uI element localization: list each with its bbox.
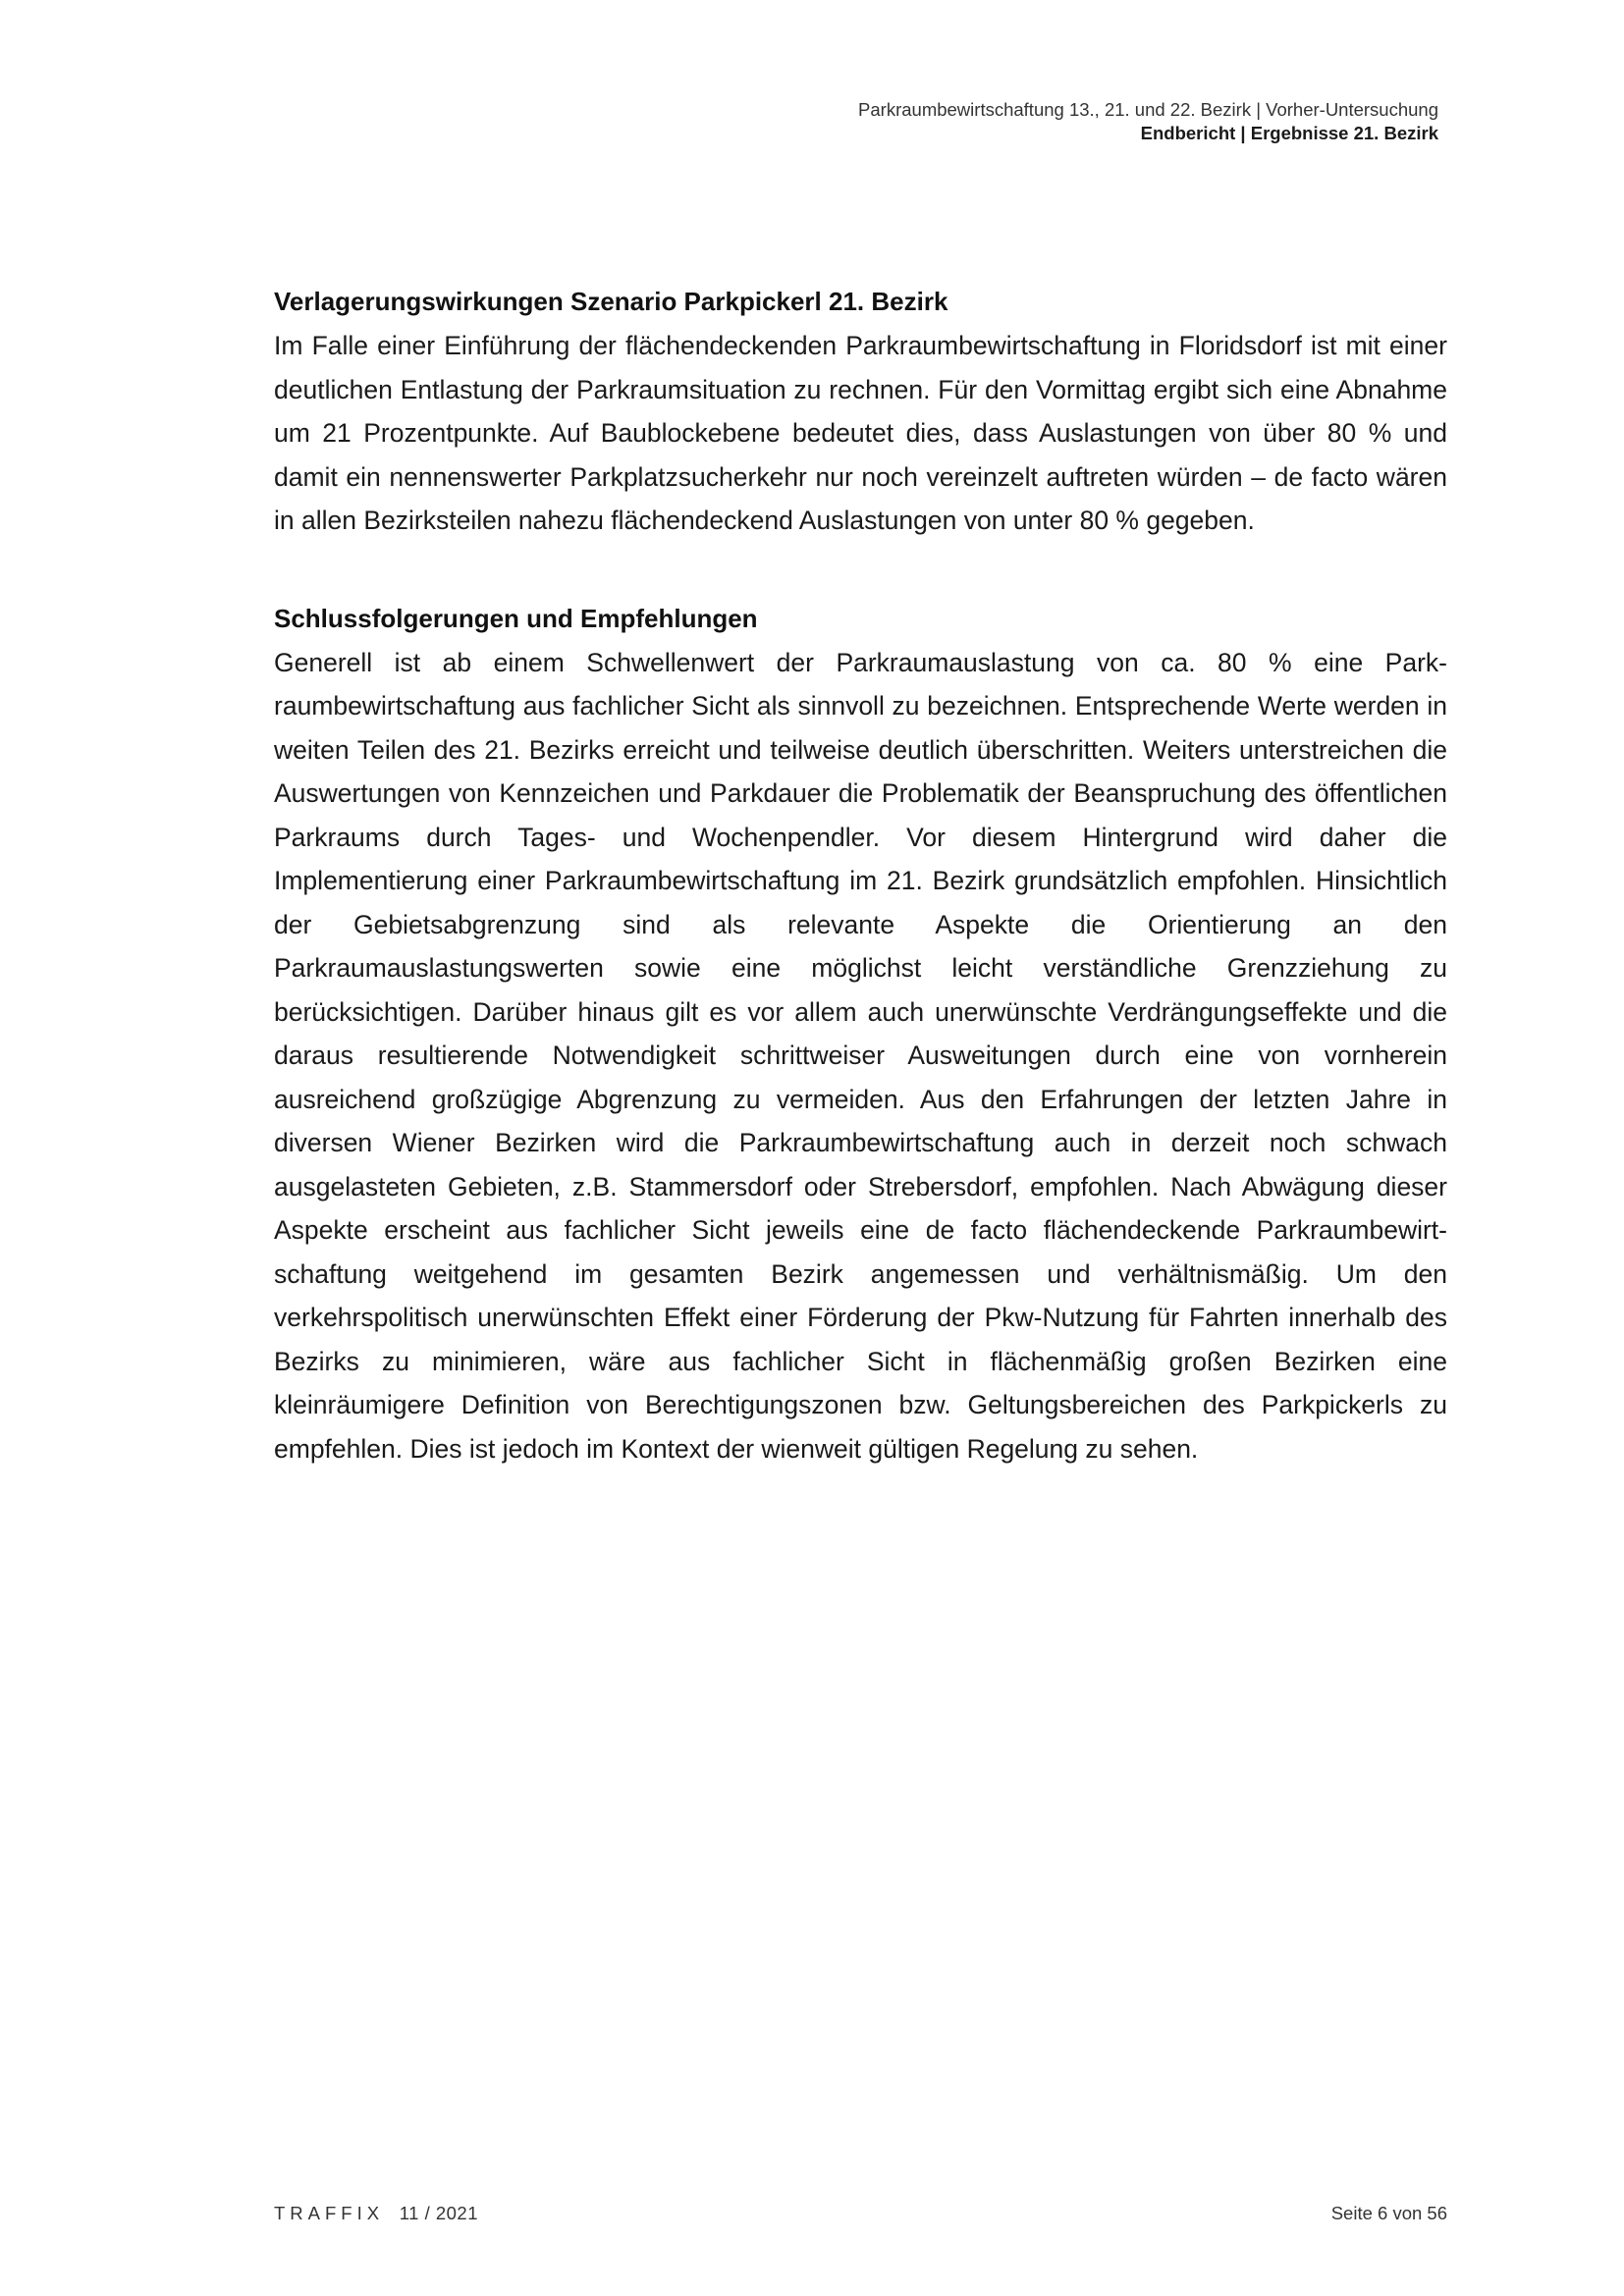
header-chapter-title: Endbericht | Ergebnisse 21. Bezirk (1140, 123, 1438, 143)
section-verlagerungswirkungen (274, 285, 1447, 543)
footer-brand-date (274, 2203, 478, 2224)
page-number: Seite 6 von 56 (1330, 2203, 1447, 2223)
running-header (858, 98, 1438, 145)
section-heading: Verlagerungswirkungen Szenario Parkpickerl 21. Bezirk (274, 287, 948, 316)
section-schlussfolgerungen (274, 602, 1447, 1471)
section-paragraph: Generell ist ab einem Schwellenwert der Parkraumauslastung von ca. 80 % eine Parkraumbewirtschaftung aus fachlicher Sicht als sinnvoll zu bezeichnen. Entsprechende Werte werden in weiten Teilen des 21. Bezirks erreicht und teilweise deutlich überschritten. Weiters unterstreichen die Auswertungen von Kennzeichen und Parkdauer die Problematik der Beanspruchung des öffentlichen Parkraums durch Tages- und Wochenpendler. Vor diesem Hintergrund wird daher die Implementierung einer Parkraumbewirtschaftung im 21. Bezirk grundsätzlich empfohlen. Hinsichtlich der Gebietsabgrenzung sind als relevante Aspekte die Orientierung an den Parkraumauslastungswerten sowie eine möglichst leicht verständliche Grenzziehung zu berücksichtigen. Darüber hinaus gilt es vor allem auch unerwünschte Verdrängungseffekte und die daraus resultierende Notwendigkeit schrittweiser Ausweitungen durch eine von vornherein ausreichend großzügige Abgrenzung zu vermeiden. Aus den Erfahrungen der letzten Jahre in diversen Wiener Bezirken wird die Parkraumbewirtschaftung auch in derzeit noch schwach ausgelasteten Gebieten, z.B. Stammersdorf oder Strebersdorf, empfohlen. Nach Abwägung dieser Aspekte erscheint aus fachlicher Sicht jeweils eine de facto flächendeckende Parkraumbewirtschaftung weitgehend im gesamten Bezirk angemessen und verhältnismäßig. Um den verkehrspolitisch unerwünschten Effekt einer Förderung der Pkw-Nutzung für Fahrten innerhalb des Bezirks zu minimieren, wäre aus fachlicher Sicht in flächenmäßig großen Bezirken eine kleinräumigere Definition von Berechtigungszonen bzw. Geltungsbereichen des Parkpickerls zu empfehlen. Dies ist jedoch im Kontext der wienweit gültigen Regelung zu sehen. (274, 647, 1447, 1464)
footer-date: 11 / 2021 (399, 2203, 479, 2223)
header-report-title: Parkraumbewirtschaftung 13., 21. und 22. Bezirk | Vorher-Untersuchung (858, 99, 1438, 120)
footer-brand: TRAFFIX (274, 2203, 385, 2223)
section-heading: Schlussfolgerungen und Empfehlungen (274, 603, 758, 633)
section-paragraph: Im Falle einer Einführung der flächendeckenden Parkraumbewirtschaftung in Floridsdorf ist mit einer deutlichen Entlastung der Parkraumsituation zu rechnen. Für den Vormittag ergibt sich eine Abnahme um 21 Prozentpunkte. Auf Baublockebene bedeutet dies, dass Auslastungen von über 80 % und damit ein nennenswerter Parkplatzsucherkehr nur noch vereinzelt auftreten würden – de facto wären in allen Bezirksteilen nahezu flächendeckend Auslastungen von unter 80 % gegeben. (274, 331, 1447, 535)
main-content (274, 285, 1447, 1470)
